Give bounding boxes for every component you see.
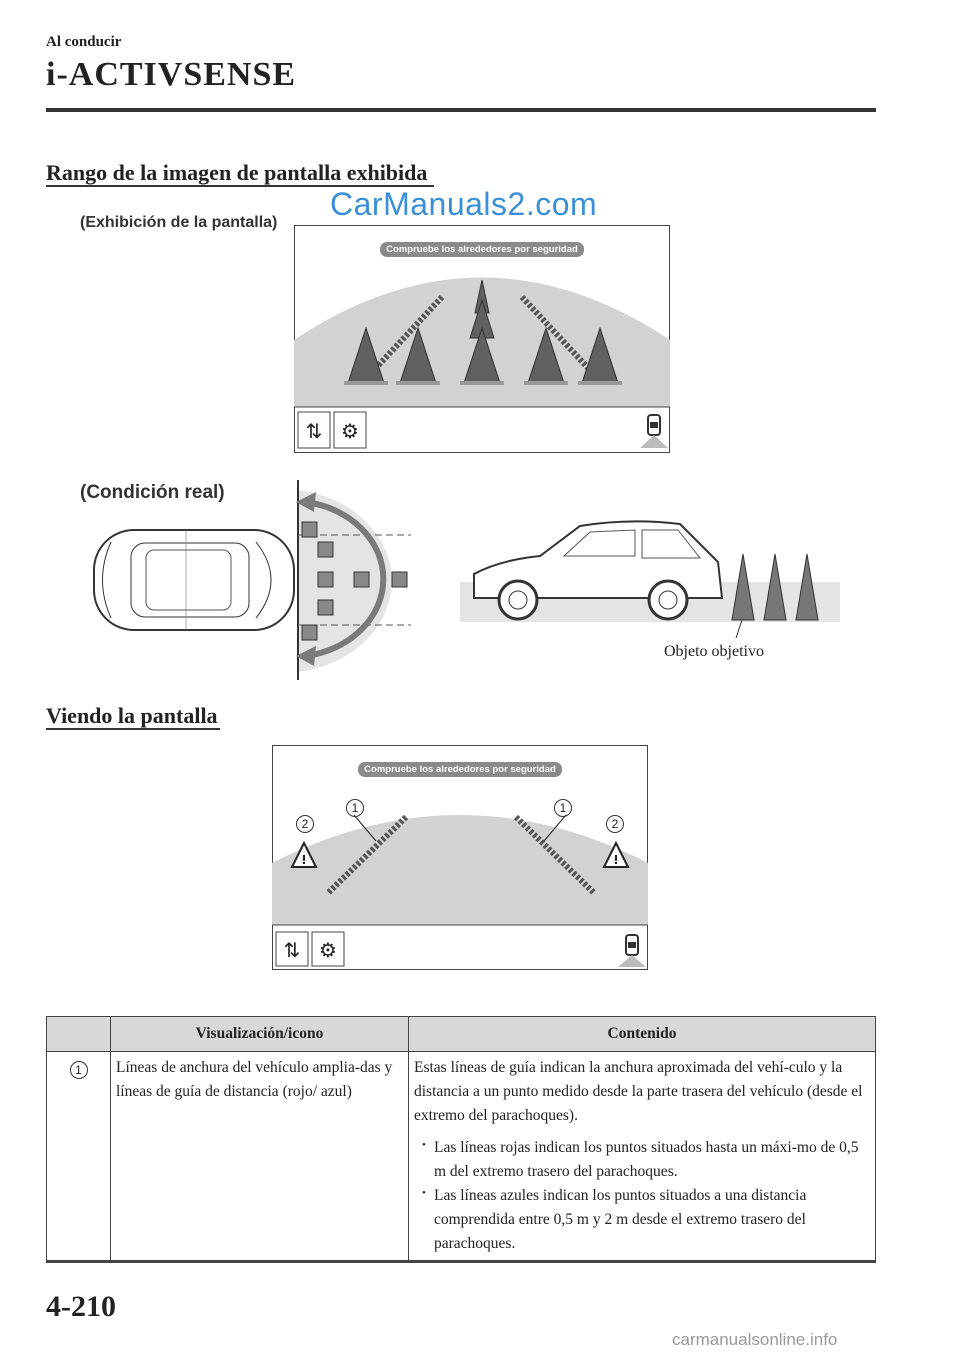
table-cell-number bbox=[47, 1052, 111, 1262]
table-header-cell bbox=[47, 1017, 111, 1052]
svg-text:⚙: ⚙ bbox=[341, 419, 359, 443]
screen-banner: Compruebe los alrededores por seguridad bbox=[358, 762, 562, 777]
list-item: • Las líneas rojas indican los puntos situados hasta un máxi-mo de 0,5 m del extremo trasero del parachoques. bbox=[414, 1136, 870, 1184]
callout-2: 2 bbox=[296, 815, 314, 833]
real-condition-label: (Condición real) bbox=[80, 482, 225, 503]
list-item: • Las líneas azules indican los puntos situados a una distancia comprendida entre 0,5 m y 2 m desde el extremo trasero del parachoques. bbox=[414, 1184, 870, 1256]
table-row bbox=[47, 1052, 876, 1262]
callout-1: 1 bbox=[70, 1061, 88, 1079]
callout-1: 1 bbox=[346, 799, 364, 817]
svg-text:⇅: ⇅ bbox=[305, 419, 323, 443]
top-view-diagram bbox=[86, 480, 426, 680]
screen-display-label: (Exhibición de la pantalla) bbox=[80, 214, 278, 231]
table-cell-content bbox=[409, 1052, 876, 1262]
display-icon-table bbox=[46, 1016, 876, 1263]
screen-banner: Compruebe los alrededores por seguridad bbox=[380, 242, 584, 257]
target-object-label: Objeto objetivo bbox=[664, 643, 764, 660]
section-heading: i-ACTIVSENSE bbox=[46, 56, 297, 93]
svg-text:⚙: ⚙ bbox=[319, 938, 337, 962]
svg-text:!: ! bbox=[301, 853, 307, 867]
side-view-diagram bbox=[460, 518, 840, 638]
chapter-label: Al conducir bbox=[46, 34, 122, 50]
watermark: CarManuals2.com bbox=[330, 186, 598, 222]
svg-text:⇅: ⇅ bbox=[283, 938, 301, 962]
table-header-cell: Contenido bbox=[409, 1017, 876, 1052]
footer-watermark: carmanualsonline.info bbox=[672, 1330, 838, 1349]
callout-1: 1 bbox=[554, 799, 572, 817]
content-bullet-list bbox=[414, 1136, 870, 1256]
viewing-screen-display bbox=[272, 745, 648, 970]
section-title-viewing: Viendo la pantalla bbox=[46, 703, 218, 728]
table-header-cell: Visualización/icono bbox=[111, 1017, 409, 1052]
section-title-underline bbox=[46, 728, 220, 730]
table-cell-icon bbox=[111, 1052, 409, 1262]
camera-screen-display bbox=[294, 225, 670, 453]
header-divider bbox=[46, 108, 876, 112]
table-header-row bbox=[47, 1017, 876, 1052]
section-title-range: Rango de la imagen de pantalla exhibida bbox=[46, 160, 428, 185]
callout-2: 2 bbox=[606, 815, 624, 833]
icon-description: Líneas de anchura del vehículo amplia-das y líneas de guía de distancia (rojo/ azul) bbox=[116, 1059, 393, 1101]
content-description: Estas líneas de guía indican la anchura aproximada del vehí-culo y la distancia a un punto medido desde la parte trasera del vehículo (desde el extremo del parachoques). bbox=[414, 1059, 863, 1125]
page-number: 4-210 bbox=[46, 1290, 116, 1323]
svg-text:!: ! bbox=[613, 853, 619, 867]
